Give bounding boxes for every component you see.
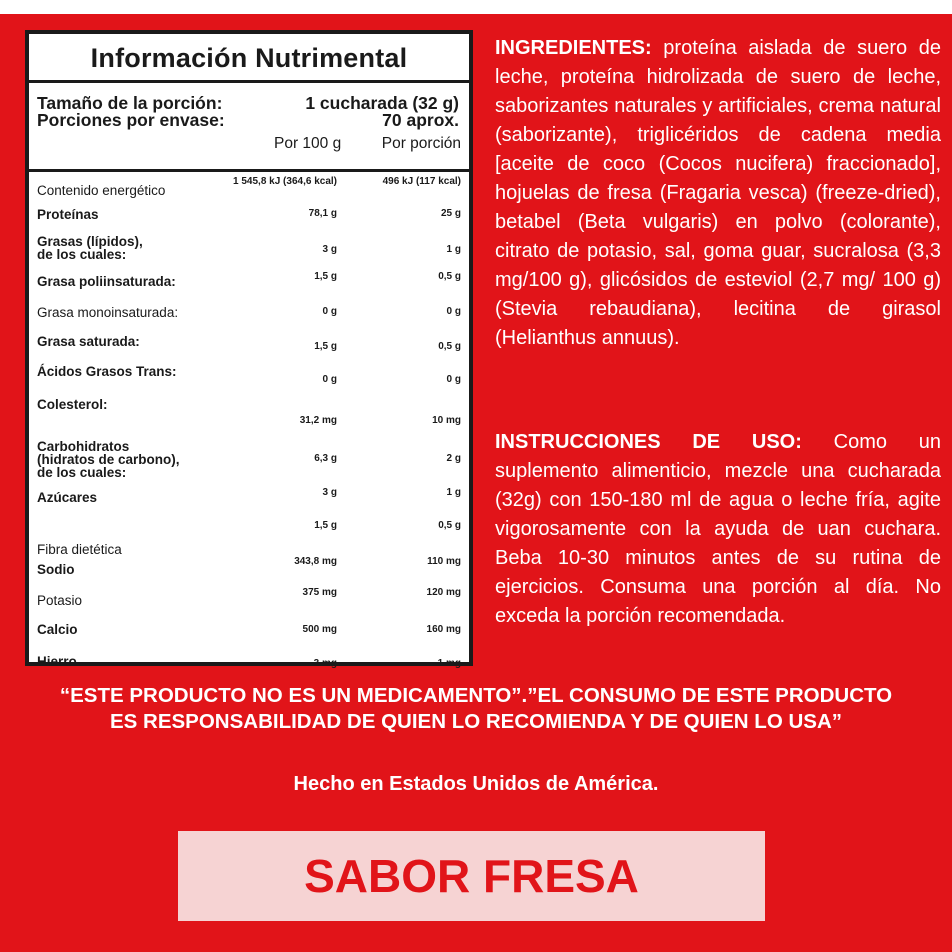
origin-statement: Hecho en Estados Unidos de América. <box>293 773 659 795</box>
nutrient-label: Azúcares <box>37 490 98 505</box>
ingredients-heading: INGREDIENTES: <box>495 37 652 59</box>
warning-line-2: ES RESPONSABILIDAD DE QUIEN LO RECOMIENDA Y DE QUIEN LO USA” <box>109 710 842 733</box>
serving-size-label: Tamaño de la porción: <box>37 93 223 113</box>
nutrient-value-per-portion: 0 g <box>446 306 461 317</box>
nutrient-label: Ácidos Grasos Trans: <box>37 364 177 379</box>
nutrient-value-per-100g: 1,5 g <box>314 341 337 352</box>
nutrient-label: Proteínas <box>37 207 99 222</box>
nutrient-value-per-portion: 0,5 g <box>438 341 461 352</box>
serving-size-value: 1 cucharada (32 g) <box>305 93 459 113</box>
col-per-portion: Por porción <box>381 135 461 152</box>
nutrient-value-per-100g: 31,2 mg <box>299 415 337 426</box>
nutrient-label: Grasas (lípidos), de los cuales: <box>37 234 143 262</box>
nutrient-value-per-100g: 6,3 g <box>314 453 337 464</box>
nutrient-label: Fibra dietética <box>37 542 122 557</box>
nutrient-value-per-100g: 1,5 g <box>314 271 337 282</box>
nutrient-value-per-100g: 343,8 mg <box>294 556 337 567</box>
flavor-banner: SABOR FRESA <box>178 831 765 921</box>
nutrient-label: Sodio <box>37 562 75 577</box>
nutrient-value-per-portion: 2 g <box>446 453 461 464</box>
instructions-block <box>495 428 941 631</box>
nutrient-label: Grasa monoinsaturada: <box>37 305 179 320</box>
nutrient-value-per-portion: 160 mg <box>426 624 461 635</box>
nutrition-facts-table <box>25 30 473 669</box>
nutrient-value-per-100g: 375 mg <box>302 587 337 598</box>
nutrient-label: Colesterol: <box>37 397 108 412</box>
nutrient-value-per-portion: 1 g <box>446 487 461 498</box>
nutrient-label: Contenido energético <box>37 183 166 198</box>
nutrient-label: Calcio <box>37 622 78 637</box>
nutrition-title: Información Nutrimental <box>29 34 469 83</box>
nutrient-value-per-portion: 0 g <box>446 374 461 385</box>
col-per-100g: Por 100 g <box>274 135 342 152</box>
medical-warning <box>20 683 932 735</box>
nutrient-value-per-100g: 78,1 g <box>308 208 337 219</box>
nutrient-value-per-portion: 120 mg <box>426 587 461 598</box>
nutrient-value-per-portion: 0,5 g <box>438 271 461 282</box>
warning-line-1: “ESTE PRODUCTO NO ES UN MEDICAMENTO”.”EL CONSUMO DE ESTE PRODUCTO <box>59 684 893 707</box>
nutrient-value-per-portion: 10 mg <box>432 415 461 426</box>
nutrient-value-per-100g: 1,5 g <box>314 520 337 531</box>
nutrient-value-per-100g: 3 g <box>322 487 337 498</box>
nutrient-value-per-portion: 110 mg <box>427 556 461 567</box>
nutrient-value-per-100g: 0 g <box>322 374 337 385</box>
ingredients-text: proteína aislada de suero de leche, proteína hidrolizada de suero de leche, saborizantes naturales y artificiales, crema natural (saborizante), triglicéridos de cadena media [aceite de coco (Cocos nucifera) fraccionado], hojuelas de fresa (Fragaria vesca) (freeze-dried), betabel (Beta vulgaris) en polvo (colorante), citrato de potasio, sal, goma guar, sucralosa (3,3 mg/100 g), glicósidos de esteviol (2,7 mg/ 100 g) (Stevia rebaudiana), lecitina de girasol (Helianthus annuus). <box>495 37 941 349</box>
nutrient-value-per-100g: 0 g <box>322 306 337 317</box>
servings-per-container-label: Porciones por envase: <box>37 110 225 130</box>
nutrient-label: Carbohidratos (hidratos de carbono), de los cuales: <box>37 439 180 480</box>
nutrient-value-per-portion: 496 kJ (117 kcal) <box>382 176 461 187</box>
instructions-heading: INSTRUCCIONES DE USO: <box>495 431 802 453</box>
nutrient-value-per-100g: 1 545,8 kJ (364,6 kcal) <box>233 176 337 187</box>
instructions-text: Como un suplemento alimenticio, mezcle una cucharada (32g) con 150-180 ml de agua o leche fría, agite vigorosamente con la ayuda de uan cuchara. Beba 10-30 minutos antes de su rutina de ejercicios. Consuma una porción al día. No exceda la porción recomendada. <box>495 431 941 627</box>
nutrient-value-per-portion: 1 mg <box>437 658 461 669</box>
nutrient-label: Grasa saturada: <box>37 334 140 349</box>
nutrient-value-per-portion: 25 g <box>440 208 461 219</box>
nutrient-label: Hierro <box>37 654 77 669</box>
nutrient-label: Potasio <box>37 593 83 608</box>
nutrient-value-per-portion: 0,5 g <box>438 520 461 531</box>
ingredients-block <box>495 34 941 353</box>
nutrient-value-per-100g: 3 mg <box>313 658 337 669</box>
nutrient-label: Grasa poliinsaturada: <box>37 274 176 289</box>
column-headers <box>29 135 469 172</box>
servings-per-container-value: 70 aprox. <box>382 110 459 130</box>
nutrient-value-per-100g: 500 mg <box>302 624 337 635</box>
nutrient-value-per-portion: 1 g <box>446 244 461 255</box>
nutrient-value-per-100g: 3 g <box>322 244 337 255</box>
